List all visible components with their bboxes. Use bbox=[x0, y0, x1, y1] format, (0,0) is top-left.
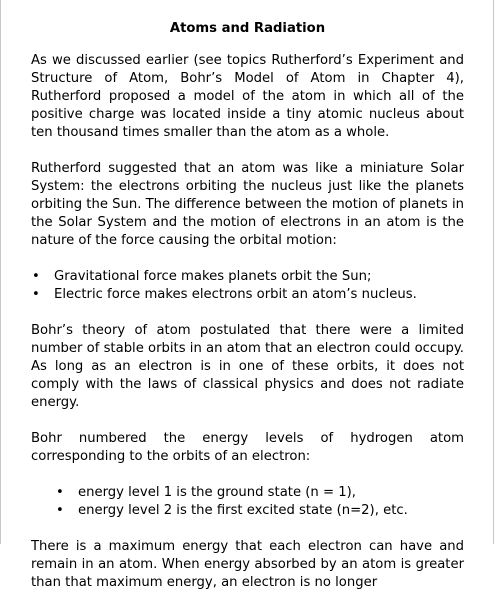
energy-levels-list bbox=[31, 484, 464, 520]
page-title: Atoms and Radiation bbox=[169, 21, 326, 36]
paragraph-rutherford-model: As we discussed earlier (see topics Rutherford’s Experiment and Structure of Atom, Bohr’s Model of Atom in Chapter 4), Rutherford proposed a model of the atom in which all of the positive charge was located inside a tiny atomic nucleus about ten thousand times smaller than the atom as a whole. bbox=[31, 53, 464, 140]
list-item: • Gravitational force makes planets orbit the Sun; bbox=[31, 268, 464, 286]
paragraph-solar-system-analogy: Rutherford suggested that an atom was like a miniature Solar System: the electrons orbiting the nucleus just like the planets orbiting the Sun. The difference between the motion of planets in the Solar System and the motion of electrons in an atom is the nature of the force causing the orbital motion: bbox=[31, 161, 464, 248]
forces-list bbox=[31, 268, 464, 304]
list-item: • energy level 1 is the ground state (n = 1), bbox=[31, 484, 464, 502]
paragraph-maximum-energy: There is a maximum energy that each electron can have and remain in an atom. When energy absorbed by an atom is greater than that maximum energy, an electron is no longer bbox=[31, 539, 464, 590]
paragraph-bohr-theory: Bohr’s theory of atom postulated that there were a limited number of stable orbits in an atom that an electron could occupy. As long as an electron is in one of these orbits, it does not comply with the laws of classical physics and does not radiate energy. bbox=[31, 323, 464, 410]
document-body bbox=[31, 18, 464, 610]
list-item: • Electric force makes electrons orbit an atom’s nucleus. bbox=[31, 286, 464, 304]
paragraph-energy-levels-intro: Bohr numbered the energy levels of hydrogen atom corresponding to the orbits of an electron: bbox=[31, 431, 464, 464]
list-item: • energy level 2 is the first excited state (n=2), etc. bbox=[31, 502, 464, 520]
